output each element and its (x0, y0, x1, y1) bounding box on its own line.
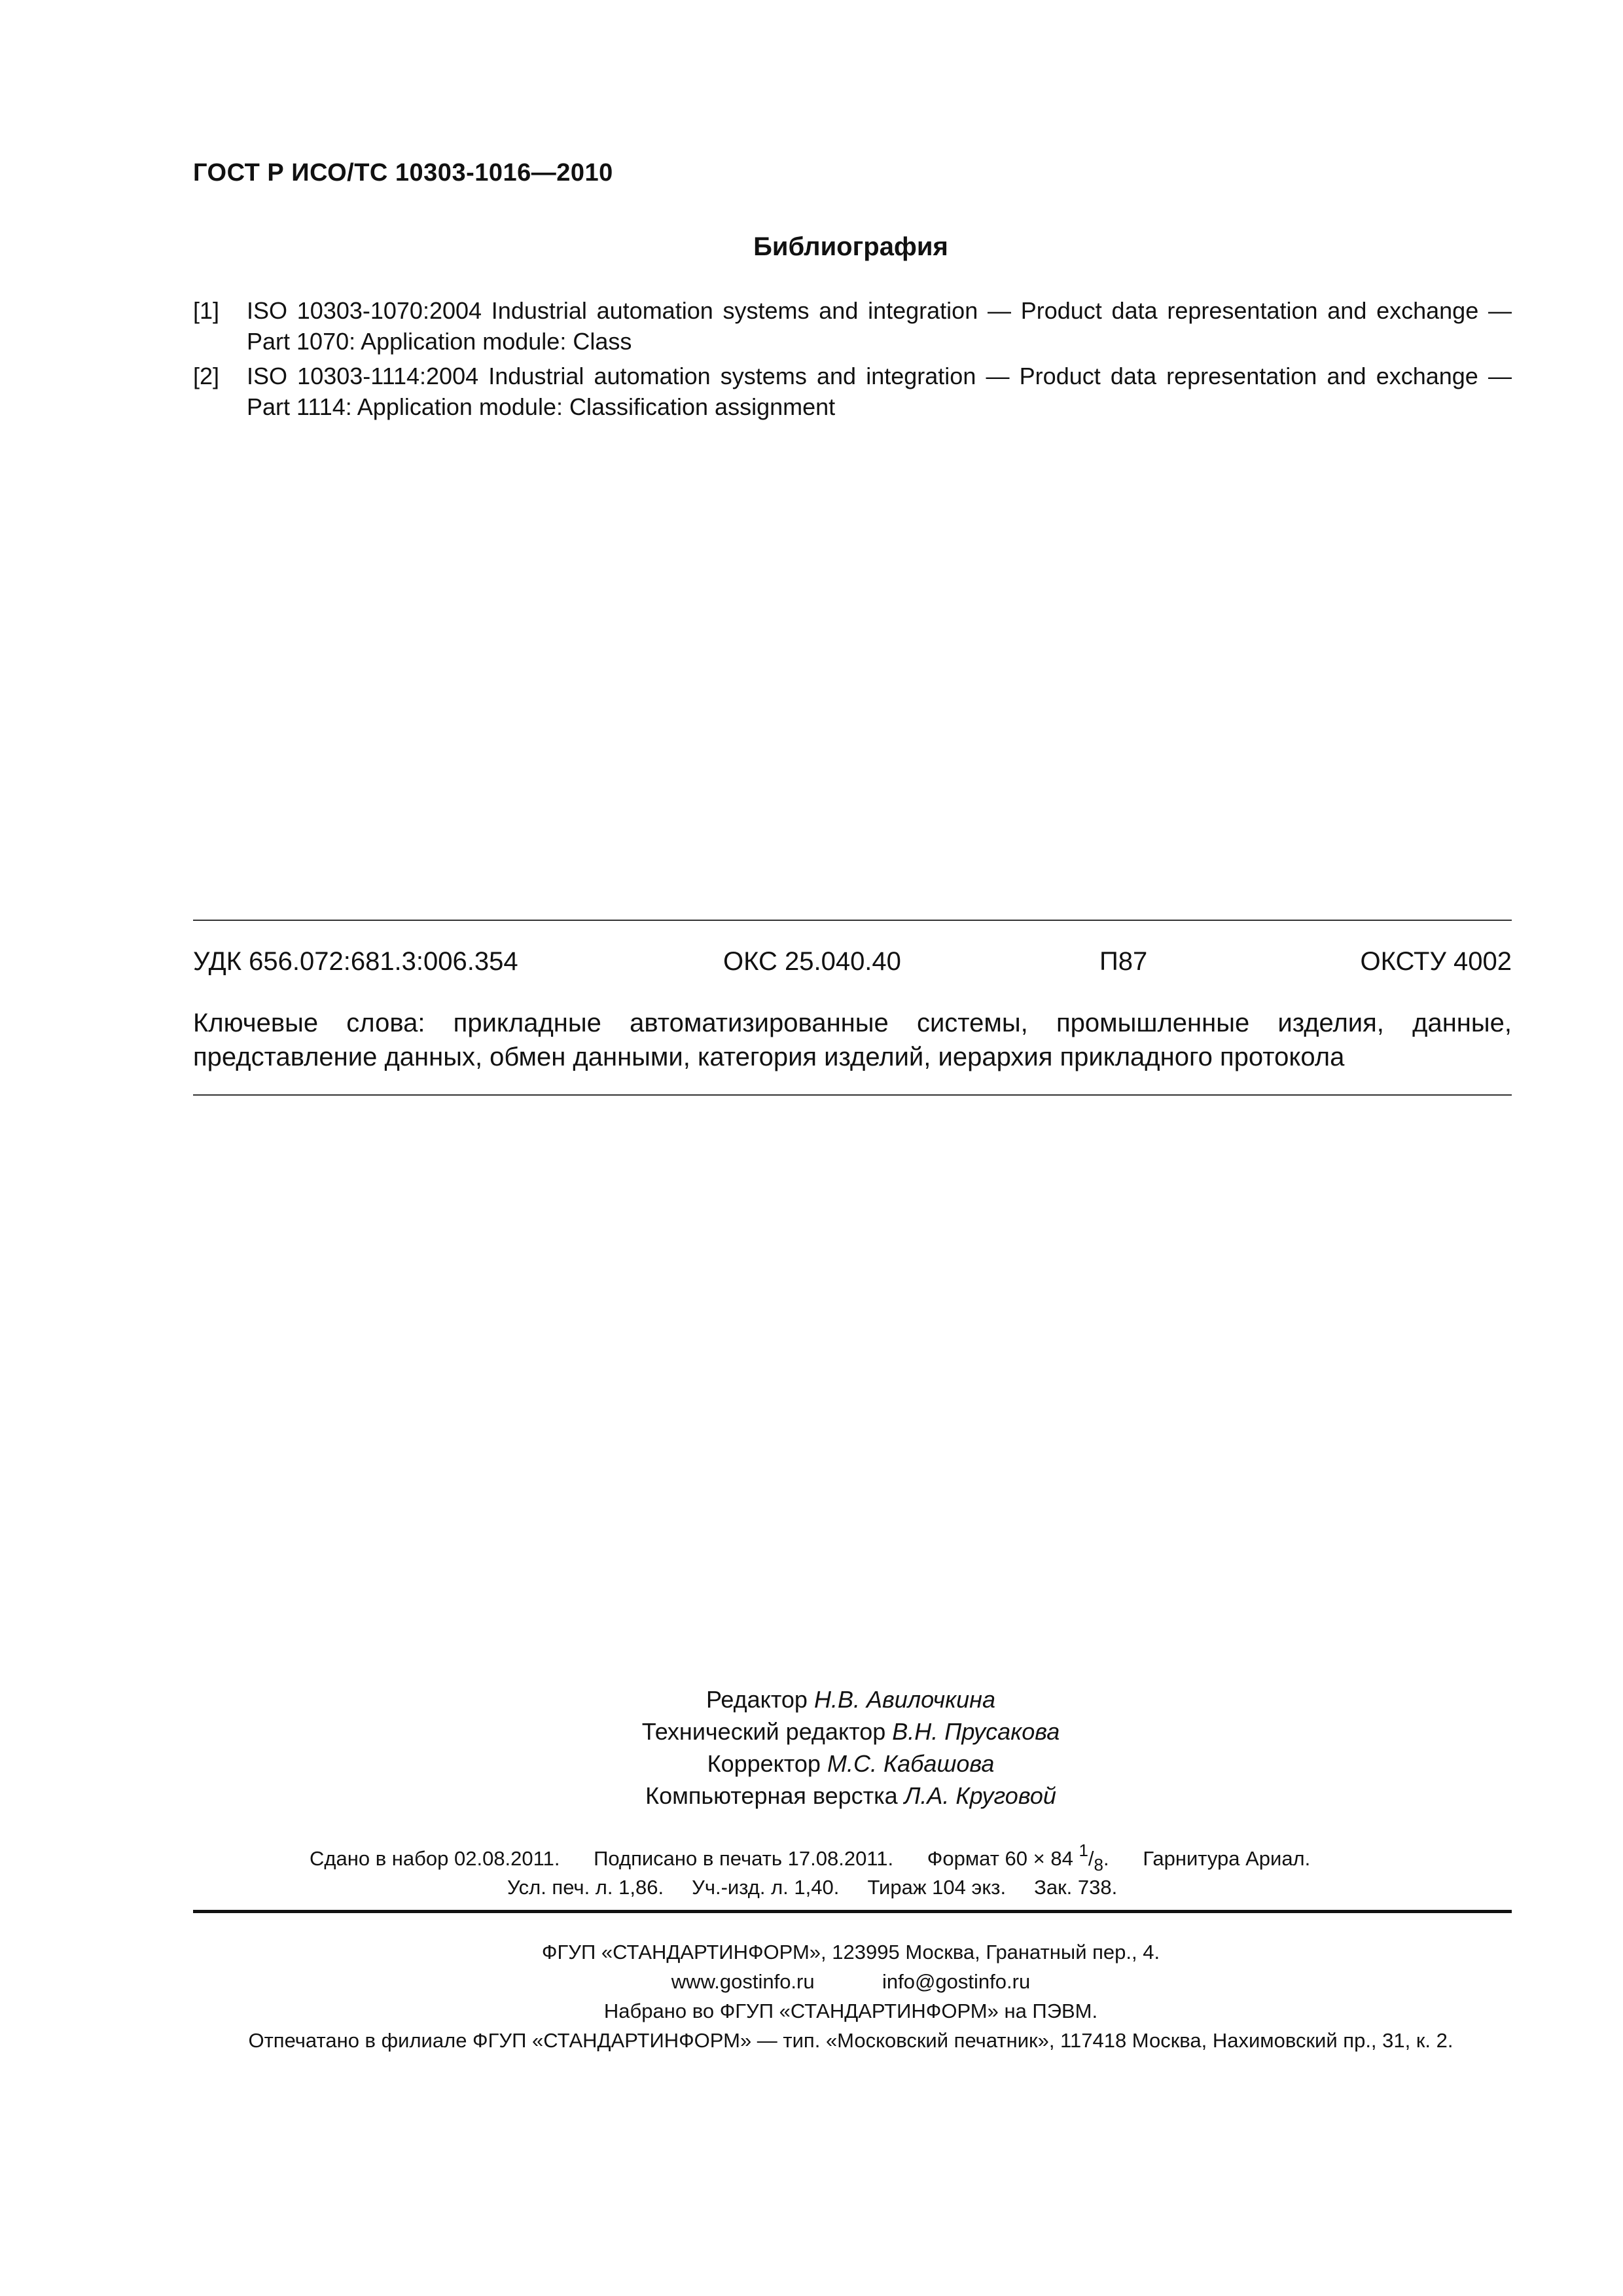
printed-info: Отпечатано в филиале ФГУП «СТАНДАРТИНФОРМ» — тип. «Московский печатник», 117418 Москва, Нахимовский пр., 31, к. 2. (248, 2029, 1454, 2052)
divider (193, 1910, 1512, 1913)
typeset-info: Набрано во ФГУП «СТАНДАРТИНФОРМ» на ПЭВМ. (603, 2000, 1098, 2022)
okstu-code: ОКСТУ 4002 (1360, 947, 1512, 976)
credit-proofreader: Корректор М.С. Кабашова (707, 1750, 995, 1777)
entry-text: ISO 10303-1114:2004 Industrial automation systems and integration — Product data representation and exchange — Part 1114: Application module: Classification assignment (247, 363, 1512, 420)
website-link[interactable]: www.gostinfo.ru (671, 1970, 815, 1993)
publication-info-line1: Сдано в набор 02.08.2011. Подписано в печать 17.08.2011. Формат 60 × 84 $^1/_8$. Гарнитура Ариал. (310, 1840, 1311, 1874)
credit-tech-editor: Технический редактор В.Н. Прусакова (641, 1718, 1060, 1745)
bibliography-entry (193, 295, 1512, 357)
entry-number: [2] (193, 363, 220, 389)
entry-number: [1] (193, 297, 220, 324)
credit-layout: Компьютерная верстка Л.А. Круговой (645, 1782, 1056, 1809)
publisher-address: ФГУП «СТАНДАРТИНФОРМ», 123995 Москва, Гранатный пер., 4. (541, 1941, 1160, 1964)
divider (193, 920, 1512, 921)
format-value: Формат 60 × 84 $^1/_8$. (927, 1840, 1109, 1874)
publication-info-line2: Усл. печ. л. 1,86. Уч.-изд. л. 1,40. Тираж 104 экз. Зак. 738. (507, 1876, 1118, 1899)
imprint-block (0, 1937, 1623, 2055)
classification-codes (193, 947, 1512, 977)
keywords: Ключевые слова: прикладные автоматизированные системы, промышленные изделия, данные, представление данных, обмен данными, категория изделий, иерархия прикладного протокола (193, 1009, 1512, 1071)
contact-line (0, 1967, 1623, 1996)
document-designation: ГОСТ Р ИСО/ТС 10303-1016—2010 (193, 159, 613, 187)
bibliography-entry (193, 361, 1512, 422)
divider (193, 1094, 1512, 1096)
credit-editor: Редактор Н.В. Авилочкина (705, 1686, 995, 1713)
bibliography-title: Библиография (753, 232, 948, 261)
udk-code: УДК 656.072:681.3:006.354 (193, 947, 518, 976)
oks-code: ОКС 25.040.40 (723, 947, 901, 976)
p-code: П87 (1099, 947, 1148, 976)
entry-text: ISO 10303-1070:2004 Industrial automation systems and integration — Product data representation and exchange — Part 1070: Application module: Class (247, 297, 1512, 355)
credits-block (0, 1683, 1623, 1812)
email-link[interactable]: info@gostinfo.ru (882, 1970, 1031, 1993)
